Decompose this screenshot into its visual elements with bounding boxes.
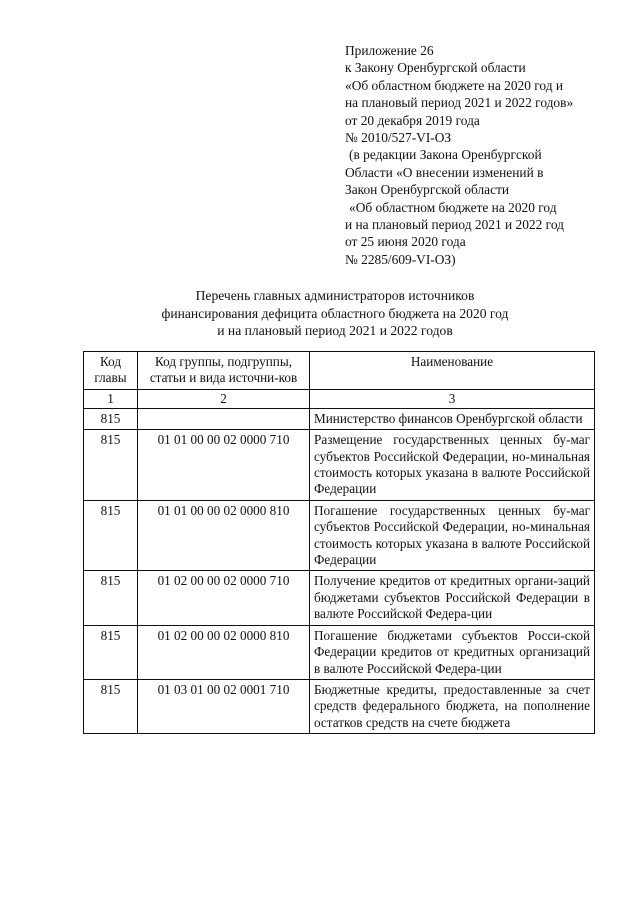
source-code-cell — [138, 408, 310, 429]
appendix-line: «Об областном бюджете на 2020 год и — [345, 77, 564, 93]
appendix-line: (в редакции Закона Оренбургской — [349, 147, 542, 163]
appendix-line: к Закону Оренбургской области — [345, 60, 526, 76]
table-row — [84, 679, 595, 733]
source-code-cell: 01 02 00 00 02 0000 810 — [138, 625, 310, 679]
appendix-line: и на плановый период 2021 и 2022 год — [345, 217, 564, 233]
name-cell: Бюджетные кредиты, предоставленные за счет средств федерального бюджета, на пополнение остатков средств на счете бюджета — [310, 679, 595, 733]
chapter-code-cell: 815 — [84, 571, 138, 625]
document-title — [100, 287, 570, 340]
source-code-cell: 01 01 00 00 02 0000 710 — [138, 430, 310, 501]
chapter-code-cell: 815 — [84, 679, 138, 733]
title-line: финансирования дефицита областного бюджета на 2020 год — [161, 305, 509, 321]
appendix-line: Приложение 26 — [345, 43, 434, 58]
chapter-code-cell: 815 — [84, 500, 138, 571]
column-number: 1 — [84, 389, 138, 408]
name-cell: Погашение государственных ценных бу-маг субъектов Российской Федерации, но-минальная стоимость которых указана в валюте Российской Федерации — [310, 500, 595, 571]
appendix-header — [345, 42, 615, 268]
header-row — [84, 352, 595, 390]
numbering-row — [84, 389, 595, 408]
name-cell: Погашение бюджетами субъектов Росси-ской Федерации кредитов от кредитных организаций в валюте Российской Федера-ции — [310, 625, 595, 679]
source-code-cell: 01 01 00 00 02 0000 810 — [138, 500, 310, 571]
appendix-line: № 2010/527-VI-ОЗ — [345, 130, 452, 146]
table-row — [84, 430, 595, 501]
appendix-line: Закон Оренбургской области — [345, 182, 510, 198]
chapter-code-cell: 815 — [84, 408, 138, 429]
source-code-cell: 01 02 00 00 02 0000 710 — [138, 571, 310, 625]
appendix-line: от 20 декабря 2019 года — [345, 112, 480, 128]
table-row — [84, 408, 595, 429]
source-code-cell: 01 03 01 00 02 0001 710 — [138, 679, 310, 733]
title-line: и на плановый период 2021 и 2022 годов — [217, 323, 453, 338]
header-chapter-code: Код главы — [84, 352, 138, 390]
header-name: Наименование — [310, 352, 595, 390]
appendix-line: № 2285/609-VI-ОЗ) — [345, 251, 456, 267]
header-source-code: Код группы, подгруппы, статьи и вида источни-ков — [138, 352, 310, 390]
appendix-line: от 25 июня 2020 года — [345, 234, 466, 250]
table-row — [84, 625, 595, 679]
name-cell: Получение кредитов от кредитных органи-заций бюджетами субъектов Российской Федерации в валюте Российской Федера-ции — [310, 571, 595, 625]
column-number: 3 — [310, 389, 595, 408]
appendix-line: на плановый период 2021 и 2022 годов» — [345, 95, 574, 111]
chapter-code-cell: 815 — [84, 430, 138, 501]
appendix-line: Области «О внесении изменений в — [345, 164, 544, 180]
title-line: Перечень главных администраторов источников — [195, 288, 475, 303]
table-row — [84, 500, 595, 571]
chapter-code-cell: 815 — [84, 625, 138, 679]
administrators-table — [83, 351, 595, 734]
column-number: 2 — [138, 389, 310, 408]
name-cell: Министерство финансов Оренбургской области — [310, 408, 595, 429]
table-row — [84, 571, 595, 625]
name-cell: Размещение государственных ценных бу-маг субъектов Российской Федерации, но-минальная стоимость которых указана в валюте Российской Федерации — [310, 430, 595, 501]
appendix-line: «Об областном бюджете на 2020 год — [349, 199, 557, 215]
